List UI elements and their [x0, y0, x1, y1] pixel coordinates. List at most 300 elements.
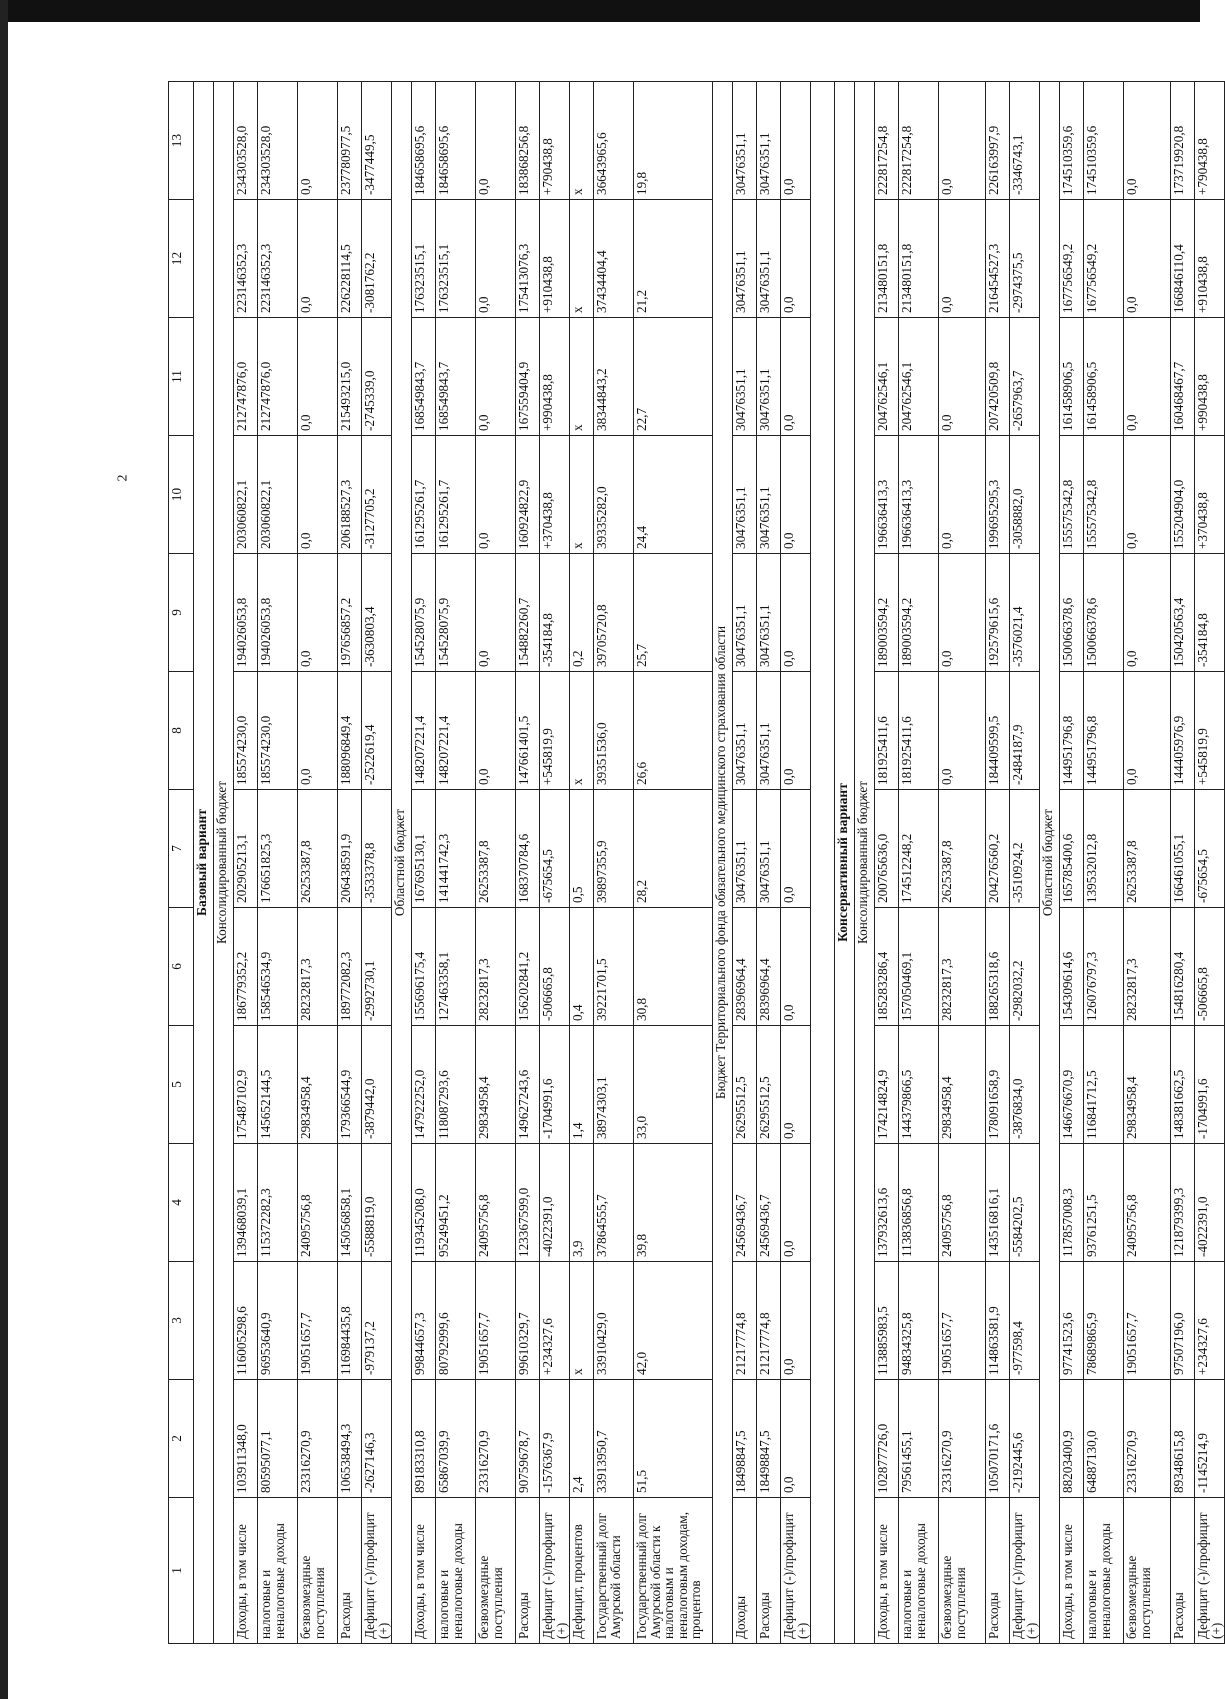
value-cell: 24095756,8: [939, 1144, 986, 1262]
row-label: Доходы, в том числе: [412, 1498, 436, 1644]
value-cell: 89183310,8: [412, 1380, 436, 1498]
value-cell: 2,4: [570, 1380, 594, 1498]
column-number-cell: 13: [169, 82, 194, 200]
value-cell: 0,0: [298, 318, 338, 436]
subsection-heading: Областной бюджет: [392, 82, 412, 1644]
value-cell: 155575342,8: [1084, 436, 1124, 554]
value-cell: -3058882,0: [1010, 436, 1040, 554]
value-cell: 189003594,2: [899, 554, 939, 672]
table-row: [634, 82, 713, 1644]
value-cell: 166846110,4: [1171, 200, 1195, 318]
value-cell: 26253387,8: [298, 790, 338, 908]
value-cell: 18498847,5: [733, 1380, 757, 1498]
table-row: [570, 82, 594, 1644]
value-cell: 51,5: [634, 1380, 713, 1498]
value-cell: 154309614,6: [1060, 908, 1084, 1026]
value-cell: 99610329,7: [516, 1262, 540, 1380]
row-label: Дефицит (-)/профицит (+): [1010, 1498, 1040, 1644]
value-cell: 23316270,9: [476, 1380, 516, 1498]
value-cell: 194026053,8: [258, 554, 298, 672]
value-cell: -3533378,8: [362, 790, 392, 908]
value-cell: 189772082,3: [338, 908, 362, 1026]
value-cell: 147922252,0: [412, 1026, 436, 1144]
value-cell: 167559404,9: [516, 318, 540, 436]
value-cell: 178091658,9: [986, 1026, 1010, 1144]
value-cell: 0,0: [476, 318, 516, 436]
value-cell: 237780977,5: [338, 82, 362, 200]
value-cell: 212747876,0: [258, 318, 298, 436]
value-cell: 115372282,3: [258, 1144, 298, 1262]
table-row: [1124, 82, 1171, 1644]
value-cell: 116984435,8: [338, 1262, 362, 1380]
value-cell: 64887130,0: [1084, 1380, 1124, 1498]
value-cell: 113836856,8: [899, 1144, 939, 1262]
column-number-cell: 8: [169, 672, 194, 790]
value-cell: 206188527,3: [338, 436, 362, 554]
value-cell: -2745339,0: [362, 318, 392, 436]
value-cell: 119345208,0: [412, 1144, 436, 1262]
value-cell: 29834958,4: [1124, 1026, 1171, 1144]
row-label: Государственный долг Амурской области к налоговым и неналоговым доходам, процентов: [634, 1498, 713, 1644]
value-cell: 147661401,5: [516, 672, 540, 790]
value-cell: 116005298,6: [234, 1262, 258, 1380]
value-cell: 26253387,8: [939, 790, 986, 908]
value-cell: 161295261,7: [436, 436, 476, 554]
value-cell: 167756549,2: [1060, 200, 1084, 318]
value-cell: 175487102,9: [234, 1026, 258, 1144]
value-cell: 33913950,7: [594, 1380, 634, 1498]
value-cell: 24095756,8: [298, 1144, 338, 1262]
value-cell: 150066378,6: [1060, 554, 1084, 672]
value-cell: 30476351,1: [733, 200, 757, 318]
subsection-heading-row: [214, 82, 234, 1644]
column-number-cell: 10: [169, 436, 194, 554]
value-cell: 19051657,7: [298, 1262, 338, 1380]
value-cell: 185283286,4: [875, 908, 899, 1026]
value-cell: -979137,2: [362, 1262, 392, 1380]
subsection-heading-row: [1040, 82, 1060, 1644]
table-body: [194, 82, 1225, 1644]
value-cell: -506665,8: [540, 908, 570, 1026]
value-cell: 42,0: [634, 1262, 713, 1380]
value-cell: 39335282,0: [594, 436, 634, 554]
value-cell: 0,0: [476, 82, 516, 200]
value-cell: 0,0: [298, 554, 338, 672]
value-cell: 30476351,1: [733, 554, 757, 672]
table-row: [412, 82, 436, 1644]
value-cell: 168549843,7: [436, 318, 476, 436]
value-cell: 203060822,1: [258, 436, 298, 554]
value-cell: 203060822,1: [234, 436, 258, 554]
value-cell: -675654,5: [540, 790, 570, 908]
column-number-cell: 5: [169, 1026, 194, 1144]
value-cell: 168370784,6: [516, 790, 540, 908]
table-row: [298, 82, 338, 1644]
value-cell: -2992730,1: [362, 908, 392, 1026]
value-cell: 3,9: [570, 1144, 594, 1262]
value-cell: 154528075,9: [436, 554, 476, 672]
row-label: налоговые и неналоговые доходы: [1084, 1498, 1124, 1644]
value-cell: 158546534,9: [258, 908, 298, 1026]
value-cell: 222817254,8: [899, 82, 939, 200]
table-row: [1010, 82, 1040, 1644]
value-cell: 88203400,9: [1060, 1380, 1084, 1498]
value-cell: +370438,8: [540, 436, 570, 554]
value-cell: 23316270,9: [1124, 1380, 1171, 1498]
subsection-heading: Областной бюджет: [1040, 82, 1060, 1644]
value-cell: 137932613,6: [875, 1144, 899, 1262]
value-cell: 29834958,4: [939, 1026, 986, 1144]
value-cell: 0,0: [939, 318, 986, 436]
value-cell: 30,8: [634, 908, 713, 1026]
value-cell: 144951796,8: [1060, 672, 1084, 790]
page-number: 2: [115, 474, 131, 482]
value-cell: 26,6: [634, 672, 713, 790]
row-label: Расходы: [516, 1498, 540, 1644]
value-cell: 26295512,5: [733, 1026, 757, 1144]
value-cell: 213480151,8: [899, 200, 939, 318]
value-cell: 154528075,9: [412, 554, 436, 672]
value-cell: -3346743,1: [1010, 82, 1040, 200]
value-cell: -2627146,3: [362, 1380, 392, 1498]
value-cell: -4022391,0: [1195, 1144, 1225, 1262]
value-cell: +990438,8: [1195, 318, 1225, 436]
value-cell: 156202841,2: [516, 908, 540, 1026]
value-cell: 0,0: [476, 200, 516, 318]
value-cell: 207420509,8: [986, 318, 1010, 436]
value-cell: 33910429,0: [594, 1262, 634, 1380]
value-cell: 199695295,3: [986, 436, 1010, 554]
column-number-cell: 6: [169, 908, 194, 1026]
table-row: [733, 82, 757, 1644]
value-cell: 0,0: [1124, 318, 1171, 436]
value-cell: 167695130,1: [412, 790, 436, 908]
column-number-cell: 11: [169, 318, 194, 436]
value-cell: 28232817,3: [476, 908, 516, 1026]
value-cell: 80792999,6: [436, 1262, 476, 1380]
value-cell: 0,0: [939, 672, 986, 790]
column-number-cell: 9: [169, 554, 194, 672]
value-cell: 173719920,8: [1171, 82, 1195, 200]
value-cell: 113885983,5: [875, 1262, 899, 1380]
value-cell: 30476351,1: [757, 554, 781, 672]
value-cell: 96953640,9: [258, 1262, 298, 1380]
value-cell: 146676670,9: [1060, 1026, 1084, 1144]
value-cell: 25,7: [634, 554, 713, 672]
row-label: Расходы: [757, 1498, 781, 1644]
value-cell: 79561455,1: [899, 1380, 939, 1498]
value-cell: 39,8: [634, 1144, 713, 1262]
value-cell: 145652144,5: [258, 1026, 298, 1144]
value-cell: 174510359,6: [1084, 82, 1124, 200]
table-row: [516, 82, 540, 1644]
value-cell: +910438,8: [1195, 200, 1225, 318]
value-cell: 212747876,0: [234, 318, 258, 436]
value-cell: 24095756,8: [1124, 1144, 1171, 1262]
row-label: Доходы, в том числе: [234, 1498, 258, 1644]
value-cell: 99844657,3: [412, 1262, 436, 1380]
value-cell: 26253387,8: [1124, 790, 1171, 908]
value-cell: 0,2: [570, 554, 594, 672]
value-cell: 196636413,3: [875, 436, 899, 554]
value-cell: 176651825,3: [258, 790, 298, 908]
value-cell: 139532012,8: [1084, 790, 1124, 908]
value-cell: 0,0: [781, 790, 811, 908]
value-cell: 226163997,9: [986, 82, 1010, 200]
row-label: Государственный долг Амурской области: [594, 1498, 634, 1644]
value-cell: 150420563,4: [1171, 554, 1195, 672]
value-cell: -2192445,6: [1010, 1380, 1040, 1498]
row-label: налоговые и неналоговые доходы: [899, 1498, 939, 1644]
value-cell: 194026053,8: [234, 554, 258, 672]
table-row: [899, 82, 939, 1644]
row-label: Доходы: [733, 1498, 757, 1644]
value-cell: 0,0: [939, 554, 986, 672]
row-label: безвозмездные поступления: [939, 1498, 986, 1644]
value-cell: 215493215,0: [338, 318, 362, 436]
value-cell: 30476351,1: [733, 318, 757, 436]
table-row: [781, 82, 811, 1644]
value-cell: 30476351,1: [757, 200, 781, 318]
value-cell: 226228114,5: [338, 200, 362, 318]
value-cell: 176323515,1: [412, 200, 436, 318]
value-cell: 38974303,1: [594, 1026, 634, 1144]
table-row: [476, 82, 516, 1644]
table-row: [939, 82, 986, 1644]
value-cell: -3510924,2: [1010, 790, 1040, 908]
value-cell: -2974375,5: [1010, 200, 1040, 318]
value-cell: 0,0: [939, 200, 986, 318]
value-cell: -3879442,0: [362, 1026, 392, 1144]
row-label: Расходы: [986, 1498, 1010, 1644]
value-cell: -3081762,2: [362, 200, 392, 318]
value-cell: 0,0: [476, 672, 516, 790]
value-cell: 183868256,8: [516, 82, 540, 200]
value-cell: 21,2: [634, 200, 713, 318]
value-cell: x: [570, 200, 594, 318]
value-cell: 189003594,2: [875, 554, 899, 672]
value-cell: +234327,6: [540, 1262, 570, 1380]
value-cell: 204276560,2: [986, 790, 1010, 908]
value-cell: 39221701,5: [594, 908, 634, 1026]
value-cell: 38344843,2: [594, 318, 634, 436]
table-row: [1084, 82, 1124, 1644]
value-cell: 176323515,1: [436, 200, 476, 318]
value-cell: -2982032,2: [1010, 908, 1040, 1026]
value-cell: 0,0: [781, 82, 811, 200]
value-cell: 0,0: [939, 436, 986, 554]
value-cell: -1704991,6: [540, 1026, 570, 1144]
value-cell: 23316270,9: [298, 1380, 338, 1498]
value-cell: 186779352,2: [234, 908, 258, 1026]
value-cell: 204762546,1: [875, 318, 899, 436]
value-cell: 184409599,5: [986, 672, 1010, 790]
table-row: [1195, 82, 1225, 1644]
table-row: [234, 82, 258, 1644]
value-cell: 26253387,8: [476, 790, 516, 908]
value-cell: 155204904,0: [1171, 436, 1195, 554]
value-cell: +545819,9: [540, 672, 570, 790]
table-row: [436, 82, 476, 1644]
value-cell: 141441742,3: [436, 790, 476, 908]
value-cell: 0,0: [476, 554, 516, 672]
row-label: налоговые и неналоговые доходы: [436, 1498, 476, 1644]
value-cell: -3477449,5: [362, 82, 392, 200]
subsection-heading: Консолидированный бюджет: [855, 82, 875, 1644]
value-cell: 33,0: [634, 1026, 713, 1144]
value-cell: -506665,8: [1195, 908, 1225, 1026]
value-cell: 21217774,8: [757, 1262, 781, 1380]
value-cell: -4022391,0: [540, 1144, 570, 1262]
value-cell: 149627243,6: [516, 1026, 540, 1144]
value-cell: 154816280,4: [1171, 908, 1195, 1026]
value-cell: 106538494,3: [338, 1380, 362, 1498]
table-row: [362, 82, 392, 1644]
row-label: Дефицит (-)/профицит (+): [1195, 1498, 1225, 1644]
table-row: [875, 82, 899, 1644]
value-cell: 30476351,1: [757, 436, 781, 554]
value-cell: 139468039,1: [234, 1144, 258, 1262]
value-cell: 179366544,9: [338, 1026, 362, 1144]
value-cell: 188096849,4: [338, 672, 362, 790]
value-cell: 192579615,6: [986, 554, 1010, 672]
column-number-cell: 1: [169, 1498, 194, 1644]
value-cell: 143516816,1: [986, 1144, 1010, 1262]
table-row: [338, 82, 362, 1644]
value-cell: 0,0: [298, 82, 338, 200]
row-label: налоговые и неналоговые доходы: [258, 1498, 298, 1644]
value-cell: -1704991,6: [1195, 1026, 1225, 1144]
row-label: Доходы, в том числе: [875, 1498, 899, 1644]
value-cell: 65867039,9: [436, 1380, 476, 1498]
value-cell: 0,0: [476, 436, 516, 554]
value-cell: 197656857,2: [338, 554, 362, 672]
value-cell: 0,0: [781, 1380, 811, 1498]
budget-table: [168, 81, 1225, 1644]
table-row: [757, 82, 781, 1644]
value-cell: 24569436,7: [733, 1144, 757, 1262]
row-label: Доходы, в том числе: [1060, 1498, 1084, 1644]
value-cell: 1,4: [570, 1026, 594, 1144]
value-cell: 37864555,7: [594, 1144, 634, 1262]
value-cell: 148381662,5: [1171, 1026, 1195, 1144]
value-cell: 144405976,9: [1171, 672, 1195, 790]
value-cell: +370438,8: [1195, 436, 1225, 554]
value-cell: 234303528,0: [258, 82, 298, 200]
value-cell: +545819,9: [1195, 672, 1225, 790]
value-cell: +790438,8: [540, 82, 570, 200]
table-row: [258, 82, 298, 1644]
value-cell: 24,4: [634, 436, 713, 554]
rotated-table-wrapper: [168, 106, 1224, 1644]
column-number-cell: 2: [169, 1380, 194, 1498]
value-cell: 0,5: [570, 790, 594, 908]
value-cell: 116841712,5: [1084, 1026, 1124, 1144]
value-cell: 39897355,9: [594, 790, 634, 908]
value-cell: 30476351,1: [757, 318, 781, 436]
value-cell: 102877726,0: [875, 1380, 899, 1498]
section-heading: Базовый вариант: [194, 82, 214, 1644]
value-cell: 148207221,4: [412, 672, 436, 790]
value-cell: 168549843,7: [412, 318, 436, 436]
column-number-cell: 3: [169, 1262, 194, 1380]
value-cell: 0,0: [1124, 200, 1171, 318]
scan-left-edge: [0, 0, 8, 1699]
column-number-row: [169, 82, 194, 1644]
value-cell: 145056858,1: [338, 1144, 362, 1262]
value-cell: x: [570, 1262, 594, 1380]
value-cell: x: [570, 82, 594, 200]
value-cell: 28232817,3: [298, 908, 338, 1026]
value-cell: 80595077,1: [258, 1380, 298, 1498]
value-cell: 19051657,7: [476, 1262, 516, 1380]
value-cell: -354184,8: [540, 554, 570, 672]
value-cell: 30476351,1: [757, 672, 781, 790]
value-cell: 26295512,5: [757, 1026, 781, 1144]
scan-top-edge: [0, 0, 1200, 22]
value-cell: 206438591,9: [338, 790, 362, 908]
value-cell: -2657963,7: [1010, 318, 1040, 436]
value-cell: 0,0: [298, 436, 338, 554]
value-cell: 223146352,3: [258, 200, 298, 318]
value-cell: 213480151,8: [875, 200, 899, 318]
column-number-cell: 4: [169, 1144, 194, 1262]
value-cell: 204762546,1: [899, 318, 939, 436]
value-cell: +910438,8: [540, 200, 570, 318]
value-cell: 93761251,5: [1084, 1144, 1124, 1262]
value-cell: 200765636,0: [875, 790, 899, 908]
value-cell: 18498847,5: [757, 1380, 781, 1498]
value-cell: x: [570, 436, 594, 554]
subsection-heading-row: [392, 82, 412, 1644]
value-cell: 117857008,3: [1060, 1144, 1084, 1262]
row-label: Дефицит, процентов: [570, 1498, 594, 1644]
value-cell: 126076797,3: [1084, 908, 1124, 1026]
value-cell: 30476351,1: [733, 82, 757, 200]
value-cell: 184658695,6: [412, 82, 436, 200]
value-cell: 29834958,4: [298, 1026, 338, 1144]
section-heading-row: [194, 82, 214, 1644]
value-cell: -977598,4: [1010, 1262, 1040, 1380]
value-cell: 97741523,6: [1060, 1262, 1084, 1380]
value-cell: -3630803,4: [362, 554, 392, 672]
value-cell: -2484187,9: [1010, 672, 1040, 790]
value-cell: 90759678,7: [516, 1380, 540, 1498]
spacer-row: [811, 82, 835, 1644]
table-row: [540, 82, 570, 1644]
value-cell: 188265318,6: [986, 908, 1010, 1026]
value-cell: 185574230,0: [234, 672, 258, 790]
value-cell: 157050469,1: [899, 908, 939, 1026]
subsection-heading-row: [855, 82, 875, 1644]
value-cell: 0,0: [939, 82, 986, 200]
value-cell: 89348615,8: [1171, 1380, 1195, 1498]
value-cell: 30476351,1: [733, 436, 757, 554]
spacer-cell: [811, 82, 835, 1644]
row-label: безвозмездные поступления: [1124, 1498, 1171, 1644]
value-cell: -2522619,4: [362, 672, 392, 790]
subsection-heading-row: [713, 82, 733, 1644]
value-cell: 24095756,8: [476, 1144, 516, 1262]
row-label: безвозмездные поступления: [476, 1498, 516, 1644]
value-cell: 36643965,6: [594, 82, 634, 200]
value-cell: 23316270,9: [939, 1380, 986, 1498]
value-cell: 105070171,6: [986, 1380, 1010, 1498]
table-row: [594, 82, 634, 1644]
value-cell: 0,0: [781, 318, 811, 436]
section-heading: Консервативный вариант: [835, 82, 855, 1644]
table-row: [986, 82, 1010, 1644]
